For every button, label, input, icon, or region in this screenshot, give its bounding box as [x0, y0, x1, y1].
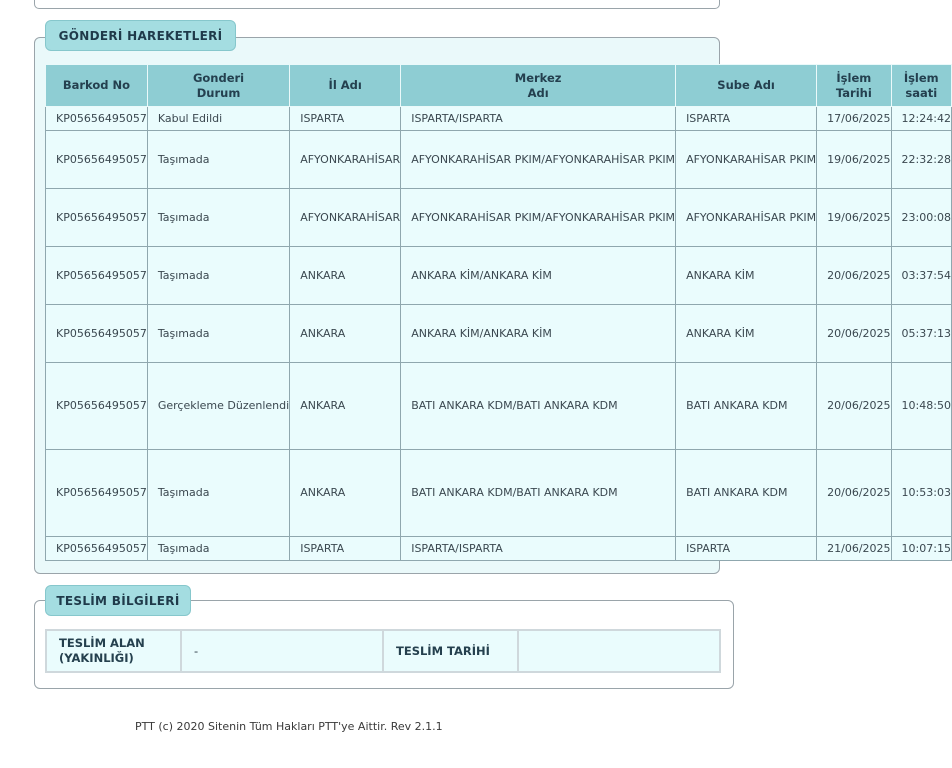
shipment-movements-title: GÖNDERİ HAREKETLERİ — [45, 20, 236, 51]
column-header-durum: Gonderi Durum — [147, 65, 289, 107]
table-row — [46, 305, 952, 363]
shipment-movements-table — [45, 64, 952, 561]
durum-cell: Taşımada — [147, 189, 289, 247]
saat-cell: 23:00:08 — [891, 189, 951, 247]
table-row — [46, 189, 952, 247]
tarih-cell: 19/06/2025 — [817, 131, 891, 189]
il-cell: AFYONKARAHİSAR — [290, 189, 401, 247]
il-cell: AFYONKARAHİSAR — [290, 131, 401, 189]
delivery-date-value — [518, 630, 720, 672]
column-header-sube: Sube Adı — [676, 65, 817, 107]
merkez-cell: ANKARA KİM/ANKARA KİM — [401, 305, 676, 363]
column-header-merkez: Merkez Adı — [401, 65, 676, 107]
sube-cell: BATI ANKARA KDM — [676, 450, 817, 537]
barkod-cell: KP05656495057 — [46, 189, 148, 247]
merkez-cell: AFYONKARAHİSAR PKIM/AFYONKARAHİSAR PKIM — [401, 131, 676, 189]
il-cell: ISPARTA — [290, 537, 401, 561]
tarih-cell: 21/06/2025 — [817, 537, 891, 561]
sube-cell: ANKARA KİM — [676, 305, 817, 363]
durum-cell: Taşımada — [147, 247, 289, 305]
sube-cell: BATI ANKARA KDM — [676, 363, 817, 450]
saat-cell: 10:53:03 — [891, 450, 951, 537]
merkez-cell: AFYONKARAHİSAR PKIM/AFYONKARAHİSAR PKIM — [401, 189, 676, 247]
delivery-info-row — [46, 630, 720, 672]
durum-cell: Gerçekleme Düzenlendi — [147, 363, 289, 450]
table-row — [46, 131, 952, 189]
barkod-cell: KP05656495057 — [46, 537, 148, 561]
saat-cell: 05:37:13 — [891, 305, 951, 363]
table-header-row — [46, 65, 952, 107]
table-row — [46, 107, 952, 131]
footer-copyright: PTT (c) 2020 Sitenin Tüm Hakları PTT'ye Aittir. Rev 2.1.1 — [135, 720, 443, 733]
previous-panel-edge — [34, 0, 720, 9]
saat-cell: 10:48:50 — [891, 363, 951, 450]
tarih-cell: 20/06/2025 — [817, 450, 891, 537]
column-header-saat: İşlem saati — [891, 65, 951, 107]
table-row — [46, 537, 952, 561]
barkod-cell: KP05656495057 — [46, 363, 148, 450]
barkod-cell: KP05656495057 — [46, 247, 148, 305]
merkez-cell: ANKARA KİM/ANKARA KİM — [401, 247, 676, 305]
il-cell: ANKARA — [290, 363, 401, 450]
barkod-cell: KP05656495057 — [46, 131, 148, 189]
sube-cell: ANKARA KİM — [676, 247, 817, 305]
delivery-recipient-label: TESLİM ALAN (YAKINLIĞI) — [46, 630, 181, 672]
durum-cell: Taşımada — [147, 305, 289, 363]
column-header-barkod: Barkod No — [46, 65, 148, 107]
sube-cell: AFYONKARAHİSAR PKIM — [676, 189, 817, 247]
durum-cell: Taşımada — [147, 450, 289, 537]
delivery-info-table — [45, 629, 721, 673]
saat-cell: 10:07:15 — [891, 537, 951, 561]
merkez-cell: BATI ANKARA KDM/BATI ANKARA KDM — [401, 450, 676, 537]
il-cell: ANKARA — [290, 305, 401, 363]
table-row — [46, 247, 952, 305]
tarih-cell: 20/06/2025 — [817, 247, 891, 305]
il-cell: ANKARA — [290, 450, 401, 537]
sube-cell: ISPARTA — [676, 537, 817, 561]
merkez-cell: ISPARTA/ISPARTA — [401, 537, 676, 561]
sube-cell: AFYONKARAHİSAR PKIM — [676, 131, 817, 189]
barkod-cell: KP05656495057 — [46, 107, 148, 131]
tarih-cell: 17/06/2025 — [817, 107, 891, 131]
tarih-cell: 20/06/2025 — [817, 363, 891, 450]
barkod-cell: KP05656495057 — [46, 450, 148, 537]
table-row — [46, 363, 952, 450]
saat-cell: 22:32:28 — [891, 131, 951, 189]
il-cell: ANKARA — [290, 247, 401, 305]
delivery-info-title: TESLİM BİLGİLERİ — [45, 585, 191, 616]
durum-cell: Taşımada — [147, 537, 289, 561]
tarih-cell: 19/06/2025 — [817, 189, 891, 247]
column-header-il: İl Adı — [290, 65, 401, 107]
merkez-cell: BATI ANKARA KDM/BATI ANKARA KDM — [401, 363, 676, 450]
delivery-date-label: TESLİM TARİHİ — [383, 630, 518, 672]
column-header-tarih: İşlem Tarihi — [817, 65, 891, 107]
delivery-recipient-value: - — [181, 630, 383, 672]
il-cell: ISPARTA — [290, 107, 401, 131]
saat-cell: 03:37:54 — [891, 247, 951, 305]
sube-cell: ISPARTA — [676, 107, 817, 131]
merkez-cell: ISPARTA/ISPARTA — [401, 107, 676, 131]
saat-cell: 12:24:42 — [891, 107, 951, 131]
durum-cell: Taşımada — [147, 131, 289, 189]
table-row — [46, 450, 952, 537]
durum-cell: Kabul Edildi — [147, 107, 289, 131]
tarih-cell: 20/06/2025 — [817, 305, 891, 363]
barkod-cell: KP05656495057 — [46, 305, 148, 363]
